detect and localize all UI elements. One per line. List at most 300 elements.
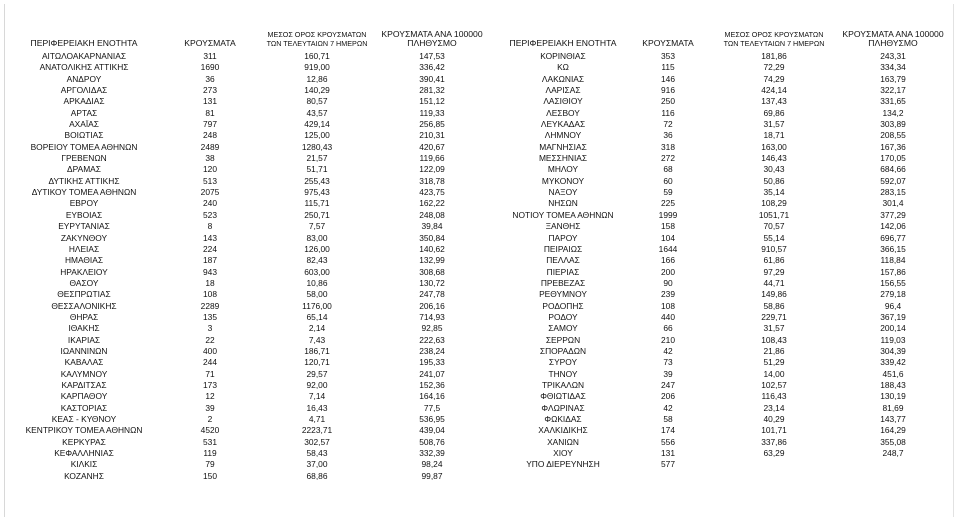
cell-cases: 131 [203,96,217,107]
cell-region: ΦΘΙΩΤΙΔΑΣ [540,391,586,402]
cell-per-100k: 39,84 [421,221,443,232]
cell-cases: 60 [663,175,673,186]
cell-avg-7d: 115,71 [304,198,330,209]
cell-region: ΡΕΘΥΜΝΟΥ [539,289,587,300]
table-row [492,142,954,153]
cell-cases: 36 [205,73,215,84]
cell-avg-7d: 31,57 [763,323,785,334]
cell-per-100k: 163,79 [880,73,906,84]
cell-region: ΒΟΙΩΤΙΑΣ [64,130,104,141]
cell-per-100k: 164,16 [419,391,445,402]
cell-per-100k: 210,31 [419,130,445,141]
cell-cases: 79 [205,459,215,470]
table-row [492,448,954,459]
cell-region: ΜΗΛΟΥ [547,164,579,175]
table-row [492,369,954,380]
table-row [5,74,482,85]
cell-region: ΕΥΒΟΙΑΣ [65,209,103,220]
cell-per-100k: 451,6 [882,368,904,379]
cell-region: ΧΙΟΥ [553,448,573,459]
table-row [5,459,482,470]
cell-cases: 12 [205,391,215,402]
cell-avg-7d: 603,00 [304,266,330,277]
header-avg-line2: ΤΩΝ ΤΕΛΕΥΤΑΙΩΝ 7 ΗΜΕΡΩΝ [723,39,825,48]
cell-avg-7d: 97,29 [763,266,785,277]
cell-per-100k: 156,55 [880,277,906,288]
cell-avg-7d: 108,29 [761,198,787,209]
cell-per-100k: 281,32 [419,85,445,96]
cell-per-100k: 536,95 [419,414,445,424]
table-row [5,289,482,300]
cell-avg-7d: 16,43 [306,402,328,413]
table-row [492,164,954,175]
table-row [492,357,954,368]
cell-cases: 273 [203,85,217,96]
cell-cases: 39 [663,368,673,379]
cell-per-100k: 143,77 [880,414,906,424]
cell-cases: 556 [661,436,675,447]
cell-avg-7d: 1176,00 [302,300,332,311]
cell-cases: 66 [663,323,673,334]
cell-cases: 8 [207,221,213,232]
cell-region: ΕΥΡΥΤΑΝΙΑΣ [58,221,110,232]
cell-cases: 58 [663,414,673,424]
cell-cases: 39 [205,402,215,413]
cell-cases: 18 [205,277,215,288]
cell-cases: 3 [207,323,213,334]
cell-region: ΠΕΛΛΑΣ [546,255,580,266]
cell-region: ΚΕΝΤΡΙΚΟΥ ΤΟΜΕΑ ΑΘΗΝΩΝ [25,425,143,436]
cell-avg-7d: 116,43 [761,391,787,402]
cell-per-100k: 81,69 [882,402,904,413]
cell-avg-7d: 58,86 [763,300,785,311]
table-row [5,51,482,62]
cell-per-100k: 118,84 [880,255,906,266]
cell-region: ΗΛΕΙΑΣ [68,243,100,254]
cell-avg-7d: 160,71 [304,51,330,61]
table-row [5,437,482,448]
cell-avg-7d: 58,00 [306,289,328,300]
header-avg-line1: ΜΕΣΟΣ ΟΡΟΣ ΚΡΟΥΣΜΑΤΩΝ [267,30,367,39]
table-row [5,96,482,107]
cell-region: ΤΡΙΚΑΛΩΝ [541,379,585,390]
cell-per-100k: 77,5 [423,402,441,413]
cell-cases: 115 [661,62,675,73]
table-row [5,164,482,175]
cell-region: ΣΑΜΟΥ [548,323,578,334]
cell-avg-7d: 44,71 [763,277,785,288]
cell-cases: 247 [661,379,675,390]
cell-region: ΒΟΡΕΙΟΥ ΤΟΜΕΑ ΑΘΗΝΩΝ [30,141,138,152]
cell-region: ΠΙΕΡΙΑΣ [546,266,580,277]
table-row [492,187,954,198]
cell-cases: 73 [663,357,673,368]
cell-cases: 916 [661,85,675,96]
table-row [5,369,482,380]
table-row [492,414,954,425]
table-row [5,391,482,402]
table-row [5,267,482,278]
cell-cases: 158 [661,221,675,232]
cell-region: ΚΕΦΑΛΛΗΝΙΑΣ [54,448,114,459]
table-row [5,142,482,153]
cell-per-100k: 283,15 [880,187,906,198]
table-row [492,119,954,130]
cell-region: ΡΟΔΟΥ [548,311,578,322]
cell-per-100k: 130,72 [419,277,445,288]
header-avg-line1: ΜΕΣΟΣ ΟΡΟΣ ΚΡΟΥΣΜΑΤΩΝ [724,30,824,39]
cell-region: ΙΚΑΡΙΑΣ [67,334,101,345]
cell-cases: 943 [203,266,217,277]
cell-per-100k: 304,39 [880,345,906,356]
cell-cases: 150 [203,470,217,481]
cell-per-100k: 508,76 [419,436,445,447]
cell-per-100k: 188,43 [880,379,906,390]
cell-per-100k: 99,87 [421,470,443,481]
cell-avg-7d: 70,57 [763,221,785,232]
cell-cases: 143 [203,232,217,243]
cell-avg-7d: 21,86 [763,345,785,356]
cell-region: ΑΡΓΟΛΙΔΑΣ [60,85,108,96]
cell-cases: 318 [661,141,675,152]
header-region: ΠΕΡΙΦΕΡΕΙΑΚΗ ΕΝΟΤΗΤΑ [30,38,138,48]
cell-region: ΚΑΒΑΛΑΣ [64,357,104,368]
left-table [5,22,482,482]
cell-region: ΠΑΡΟΥ [548,232,578,243]
cell-per-100k: 318,78 [419,175,445,186]
cell-cases: 71 [205,368,215,379]
cell-region: ΧΑΛΚΙΔΙΚΗΣ [538,425,588,436]
cell-region: ΙΩΑΝΝΙΝΩΝ [60,345,108,356]
cell-cases: 2 [207,414,213,424]
cell-per-100k: 140,62 [419,243,445,254]
cell-per-100k: 119,33 [419,107,445,118]
cell-avg-7d: 51,29 [763,357,785,368]
table-row [492,210,954,221]
cell-avg-7d: 101,71 [761,425,787,436]
cell-avg-7d: 14,00 [763,368,785,379]
header-cases: ΚΡΟΥΣΜΑΤΑ [642,38,694,48]
cell-region: ΣΕΡΡΩΝ [545,334,581,345]
cell-cases: 2289 [200,300,220,311]
table-row [492,403,954,414]
cell-cases: 36 [663,130,673,141]
cell-per-100k: 167,36 [880,141,906,152]
cell-per-100k: 238,24 [419,345,445,356]
cell-region: ΥΠΟ ΔΙΕΡΕΥΝΗΣΗ [526,459,600,470]
cell-region: ΝΟΤΙΟΥ ΤΟΜΕΑ ΑΘΗΝΩΝ [512,209,614,220]
cell-cases: 68 [663,164,673,175]
table-row [5,425,482,436]
table-row [492,323,954,334]
cell-per-100k: 130,19 [880,391,906,402]
right-header-row [492,22,954,50]
cell-region: ΣΥΡΟΥ [548,357,578,368]
cell-avg-7d: 2,14 [308,323,326,334]
cell-avg-7d: 68,86 [306,470,328,481]
cell-region: ΛΕΥΚΑΔΑΣ [540,119,586,130]
table-row [5,85,482,96]
table-row [492,244,954,255]
cell-avg-7d: 92,00 [306,379,328,390]
cell-cases: 104 [661,232,675,243]
cell-cases: 59 [663,187,673,198]
cell-region: ΛΑΚΩΝΙΑΣ [541,73,585,84]
cell-avg-7d: 140,29 [304,85,330,96]
table-row [5,210,482,221]
cell-per-100k: 322,17 [880,85,906,96]
cell-cases: 311 [203,51,217,61]
cell-avg-7d: 429,14 [304,119,330,130]
cell-cases: 200 [661,266,675,277]
cell-per-100k: 334,34 [880,62,906,73]
table-row [5,153,482,164]
cell-avg-7d: 137,43 [761,96,787,107]
cell-avg-7d: 2223,71 [301,425,333,436]
cell-avg-7d: 302,57 [304,436,330,447]
table-row [5,244,482,255]
table-row [5,312,482,323]
cell-region: ΔΡΑΜΑΣ [67,164,101,175]
table-row [492,278,954,289]
cell-avg-7d: 58,43 [306,448,328,459]
cell-region: ΙΘΑΚΗΣ [68,323,100,334]
cell-per-100k: 303,89 [880,119,906,130]
cell-region: ΧΑΝΙΩΝ [547,436,579,447]
cell-cases: 239 [661,289,675,300]
table-row [492,459,954,470]
cell-region: ΑΙΤΩΛΟΑΚΑΡΝΑΝΙΑΣ [41,51,127,61]
table-row [5,346,482,357]
cell-avg-7d: 7,43 [308,334,326,345]
cell-region: ΑΡΚΑΔΙΑΣ [63,96,105,107]
cell-per-100k: 147,53 [419,51,445,61]
cell-cases: 210 [661,334,675,345]
table-row [492,51,954,62]
header-per100k-line2: ΠΛΗΘΥΣΜΟ [868,38,918,48]
table-row [492,85,954,96]
cell-per-100k: 366,15 [880,243,906,254]
cell-region: ΚΟΖΑΝΗΣ [64,470,104,481]
cell-avg-7d: 7,57 [308,221,326,232]
cell-per-100k: 714,93 [419,311,445,322]
cell-per-100k: 247,78 [419,289,445,300]
cell-region: ΞΑΝΘΗΣ [545,221,581,232]
cell-cases: 1644 [658,243,678,254]
table-row [5,233,482,244]
cell-cases: 513 [203,175,217,186]
cell-per-100k: 152,36 [419,379,445,390]
table-row [492,425,954,436]
cell-cases: 1999 [658,209,678,220]
table-row [5,108,482,119]
cell-per-100k: 684,66 [880,164,906,175]
cell-cases: 120 [203,164,217,175]
cell-per-100k: 134,2 [882,107,904,118]
cell-region: ΚΑΣΤΟΡΙΑΣ [60,402,108,413]
cell-region: ΜΥΚΟΝΟΥ [541,175,585,186]
cell-per-100k: 367,19 [880,311,906,322]
cell-cases: 353 [661,51,675,61]
cell-per-100k: 206,16 [419,300,445,311]
right-table [492,22,954,471]
cell-avg-7d: 30,43 [763,164,785,175]
cell-cases: 90 [663,277,673,288]
table-row [5,187,482,198]
cell-region: ΦΩΚΙΔΑΣ [544,414,582,424]
cell-avg-7d: 18,71 [763,130,785,141]
cell-cases: 248 [203,130,217,141]
cell-per-100k: 92,85 [421,323,443,334]
cell-per-100k: 132,99 [419,255,445,266]
table-row [492,289,954,300]
cell-region: ΘΕΣΠΡΩΤΙΑΣ [57,289,111,300]
cell-region: ΔΥΤΙΚΟΥ ΤΟΜΕΑ ΑΘΗΝΩΝ [31,187,137,198]
cell-region: ΗΡΑΚΛΕΙΟΥ [60,266,108,277]
cell-cases: 72 [663,119,673,130]
cell-per-100k: 390,41 [419,73,445,84]
cell-avg-7d: 55,14 [763,232,785,243]
table-row [5,301,482,312]
cell-region: ΜΕΣΣΗΝΙΑΣ [538,153,588,164]
cell-cases: 187 [203,255,217,266]
cell-avg-7d: 37,00 [306,459,328,470]
header-per100k-line1: ΚΡΟΥΣΜΑΤΑ ΑΝΑ 100000 [842,29,944,39]
cell-region: ΘΕΣΣΑΛΟΝΙΚΗΣ [51,300,117,311]
cell-region: ΦΛΩΡΙΝΑΣ [541,402,585,413]
cell-per-100k: 164,29 [880,425,906,436]
cell-region: ΡΟΔΟΠΗΣ [542,300,584,311]
cell-cases: 173 [203,379,217,390]
cell-region: ΝΑΞΟΥ [548,187,578,198]
table-row [492,312,954,323]
cell-cases: 22 [205,334,215,345]
table-row [5,335,482,346]
cell-cases: 42 [663,345,673,356]
cell-avg-7d: 1280,43 [301,141,333,152]
table-row [492,255,954,266]
cell-cases: 174 [661,425,675,436]
cell-cases: 4520 [200,425,220,436]
cell-per-100k: 157,86 [880,266,906,277]
cell-avg-7d: 63,29 [763,448,785,459]
table-row [492,62,954,73]
cell-region: ΕΒΡΟΥ [69,198,99,209]
cell-region: ΠΕΙΡΑΙΩΣ [543,243,583,254]
cell-per-100k: 151,12 [419,96,445,107]
cell-region: ΛΕΣΒΟΥ [546,107,580,118]
header-cases: ΚΡΟΥΣΜΑΤΑ [184,38,236,48]
cell-per-100k: 339,42 [880,357,906,368]
cell-per-100k: 195,33 [419,357,445,368]
cell-per-100k: 336,42 [419,62,445,73]
table-row [492,267,954,278]
cell-per-100k: 279,18 [880,289,906,300]
table-row [5,255,482,266]
table-row [5,414,482,425]
cell-avg-7d: 80,57 [306,96,328,107]
header-per100k-line2: ΠΛΗΘΥΣΜΟ [407,38,457,48]
cell-cases: 400 [203,345,217,356]
cell-region: ΚΑΡΠΑΘΟΥ [60,391,108,402]
cell-per-100k: 350,84 [419,232,445,243]
table-row [492,335,954,346]
right-rows [492,51,954,471]
cell-region: ΑΝΔΡΟΥ [66,73,102,84]
cell-cases: 797 [203,119,217,130]
cell-avg-7d: 69,86 [763,107,785,118]
table-row [492,96,954,107]
cell-cases: 244 [203,357,217,368]
cell-avg-7d: 108,43 [761,334,787,345]
cell-avg-7d: 229,71 [761,311,787,322]
table-row [492,391,954,402]
table-row [492,130,954,141]
cell-region: ΚΕΡΚΥΡΑΣ [62,436,106,447]
cell-region: ΚΑΛΥΜΝΟΥ [60,368,108,379]
cell-per-100k: 592,07 [880,175,906,186]
cell-per-100k: 241,07 [419,368,445,379]
cell-avg-7d: 40,29 [763,414,785,424]
cell-region: ΚΕΑΣ - ΚΥΘΝΟΥ [51,414,117,424]
cell-cases: 523 [203,209,217,220]
cell-cases: 38 [205,153,215,164]
table-row [492,74,954,85]
cell-region: ΝΗΣΩΝ [548,198,578,209]
cell-region: ΓΡΕΒΕΝΩΝ [61,153,107,164]
cell-avg-7d: 163,00 [761,141,787,152]
cell-per-100k: 308,68 [419,266,445,277]
header-region: ΠΕΡΙΦΕΡΕΙΑΚΗ ΕΝΟΤΗΤΑ [509,38,617,48]
table-row [5,62,482,73]
cell-avg-7d: 186,71 [304,345,330,356]
cell-cases: 2489 [200,141,220,152]
cell-avg-7d: 255,43 [304,175,330,186]
cell-region: ΜΑΓΝΗΣΙΑΣ [539,141,587,152]
cell-cases: 1690 [200,62,220,73]
cell-avg-7d: 1051,71 [758,209,790,220]
cell-avg-7d: 250,71 [304,209,330,220]
cell-per-100k: 243,31 [880,51,906,61]
table-row [492,437,954,448]
table-row [492,108,954,119]
cell-per-100k: 200,14 [880,323,906,334]
cell-region: ΚΟΡΙΝΘΙΑΣ [540,51,586,61]
cell-region: ΛΗΜΝΟΥ [544,130,582,141]
cell-per-100k: 96,4 [884,300,902,311]
cell-per-100k: 332,39 [419,448,445,459]
cell-avg-7d: 43,57 [306,107,328,118]
cell-cases: 2075 [200,187,220,198]
left-rows [5,51,482,482]
cell-cases: 225 [661,198,675,209]
cell-avg-7d: 72,29 [763,62,785,73]
cell-per-100k: 696,77 [880,232,906,243]
cell-avg-7d: 120,71 [304,357,330,368]
cell-per-100k: 162,22 [419,198,445,209]
table-row [5,323,482,334]
header-per100k-line1: ΚΡΟΥΣΜΑΤΑ ΑΝΑ 100000 [381,29,483,39]
table-row [5,119,482,130]
cell-region: ΚΑΡΔΙΤΣΑΣ [61,379,107,390]
cell-region: ΗΜΑΘΙΑΣ [64,255,104,266]
cell-avg-7d: 74,29 [763,73,785,84]
cell-cases: 131 [661,448,675,459]
header-avg-line2: ΤΩΝ ΤΕΛΕΥΤΑΙΩΝ 7 ΗΜΕΡΩΝ [266,39,368,48]
cell-avg-7d: 21,57 [306,153,328,164]
cell-region: ΘΗΡΑΣ [69,311,99,322]
cell-per-100k: 355,08 [880,436,906,447]
